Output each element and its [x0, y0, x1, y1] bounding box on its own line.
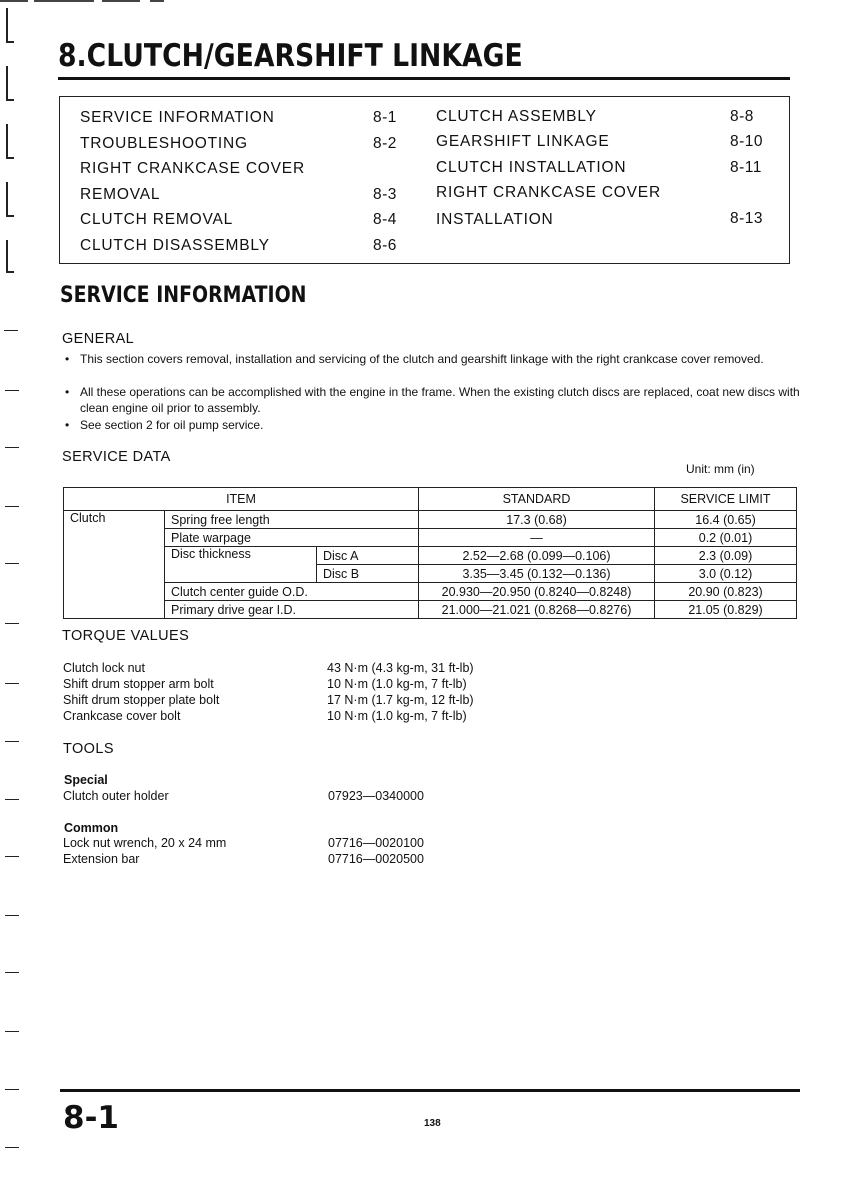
toc-item[interactable]: TROUBLESHOOTING: [80, 135, 248, 152]
standard-cell: 17.3 (0.68): [419, 511, 655, 529]
tool-name: Extension bar: [63, 852, 140, 866]
table-row: [64, 547, 797, 565]
tool-number: 07716—0020500: [328, 852, 424, 866]
scan-mark: [34, 0, 94, 2]
scan-mark: [102, 0, 140, 2]
header-item: ITEM: [64, 488, 419, 511]
item-cell: Spring free length: [165, 511, 419, 529]
torque-heading: TORQUE VALUES: [62, 628, 190, 644]
tool-number: 07923—0340000: [328, 789, 424, 803]
toc-page: 8-2: [373, 135, 397, 152]
toc-item[interactable]: INSTALLATION: [436, 211, 554, 228]
scan-mark: [150, 0, 164, 2]
item-cell: Plate warpage: [165, 529, 419, 547]
service-data-heading: SERVICE DATA: [62, 449, 171, 465]
limit-cell: 2.3 (0.09): [655, 547, 797, 565]
torque-name: Shift drum stopper plate bolt: [63, 693, 220, 707]
toc-item[interactable]: RIGHT CRANKCASE COVER: [80, 160, 305, 177]
toc-page: 8-13: [730, 210, 764, 227]
chapter-title: 8.CLUTCH/GEARSHIFT LINKAGE: [58, 38, 523, 74]
bullet-item: • All these operations can be accomplished with the engine in the frame. When the existing clutch discs are replaced, coat new discs with clean engine oil prior to assembly.: [65, 385, 800, 415]
table-row: [64, 583, 797, 601]
torque-value: 10 N·m (1.0 kg-m, 7 ft-lb): [327, 709, 467, 723]
bullet-icon: •: [65, 418, 70, 432]
tools-heading: TOOLS: [63, 741, 114, 757]
group-cell: Clutch: [64, 511, 165, 619]
toc-item[interactable]: RIGHT CRANKCASE COVER: [436, 184, 661, 201]
tools-special-label: Special: [64, 773, 108, 787]
toc-page: 8-4: [373, 211, 397, 228]
limit-cell: 21.05 (0.829): [655, 601, 797, 619]
torque-name: Crankcase cover bolt: [63, 709, 181, 723]
toc-item[interactable]: SERVICE INFORMATION: [80, 109, 275, 126]
torque-value: 10 N·m (1.0 kg-m, 7 ft-lb): [327, 677, 467, 691]
toc-page: 8-11: [730, 159, 762, 176]
toc-item[interactable]: CLUTCH DISASSEMBLY: [80, 237, 270, 254]
item-cell: Clutch center guide O.D.: [165, 583, 419, 601]
toc-page: 8-10: [730, 133, 764, 150]
table-header-row: [64, 488, 797, 511]
tool-number: 07716—0020100: [328, 836, 424, 850]
torque-name: Clutch lock nut: [63, 661, 145, 675]
standard-cell: 21.000—21.021 (0.8268—0.8276): [419, 601, 655, 619]
service-data-table: [63, 487, 797, 619]
item-cell: Disc thickness: [165, 547, 317, 583]
tool-name: Lock nut wrench, 20 x 24 mm: [63, 836, 227, 850]
limit-cell: 20.90 (0.823): [655, 583, 797, 601]
torque-value: 17 N·m (1.7 kg-m, 12 ft-lb): [327, 693, 474, 707]
sub-item-cell: Disc B: [317, 565, 419, 583]
toc-item[interactable]: CLUTCH INSTALLATION: [436, 159, 627, 176]
header-limit: SERVICE LIMIT: [655, 488, 797, 511]
standard-cell: —: [419, 529, 655, 547]
tool-name: Clutch outer holder: [63, 789, 169, 803]
title-rule: [58, 77, 790, 80]
standard-cell: 20.930—20.950 (0.8240—0.8248): [419, 583, 655, 601]
standard-cell: 3.35—3.45 (0.132—0.136): [419, 565, 655, 583]
item-cell: Primary drive gear I.D.: [165, 601, 419, 619]
toc-item[interactable]: GEARSHIFT LINKAGE: [436, 133, 610, 150]
standard-cell: 2.52—2.68 (0.099—0.106): [419, 547, 655, 565]
torque-value: 43 N·m (4.3 kg-m, 31 ft-lb): [327, 661, 474, 675]
toc-page: 8-3: [373, 186, 397, 203]
bullet-icon: •: [65, 385, 70, 399]
toc-page: 8-1: [373, 109, 397, 126]
header-standard: STANDARD: [419, 488, 655, 511]
footer-rule: [60, 1089, 800, 1092]
bullet-item: • See section 2 for oil pump service.: [65, 418, 264, 432]
limit-cell: 0.2 (0.01): [655, 529, 797, 547]
toc-item[interactable]: CLUTCH REMOVAL: [80, 211, 234, 228]
unit-label: Unit: mm (in): [686, 462, 755, 476]
limit-cell: 16.4 (0.65): [655, 511, 797, 529]
sub-item-cell: Disc A: [317, 547, 419, 565]
table-row: [64, 529, 797, 547]
tools-common-label: Common: [64, 821, 119, 835]
footer-page-label: 8-1: [63, 1100, 120, 1136]
table-row: [64, 601, 797, 619]
table-row: [64, 511, 797, 529]
torque-name: Shift drum stopper arm bolt: [63, 677, 214, 691]
general-heading: GENERAL: [62, 331, 135, 347]
footer-page-number: 138: [424, 1118, 441, 1129]
toc-page: 8-6: [373, 237, 397, 254]
table-of-contents: [59, 96, 790, 264]
scan-mark: [0, 0, 28, 2]
toc-page: 8-8: [730, 108, 754, 125]
limit-cell: 3.0 (0.12): [655, 565, 797, 583]
toc-item[interactable]: CLUTCH ASSEMBLY: [436, 108, 597, 125]
section-title: SERVICE INFORMATION: [60, 283, 307, 308]
bullet-icon: •: [65, 352, 70, 366]
bullet-item: • This section covers removal, installation and servicing of the clutch and gearshift linkage with the right crankcase cover removed.: [65, 352, 764, 366]
toc-item[interactable]: REMOVAL: [80, 186, 161, 203]
